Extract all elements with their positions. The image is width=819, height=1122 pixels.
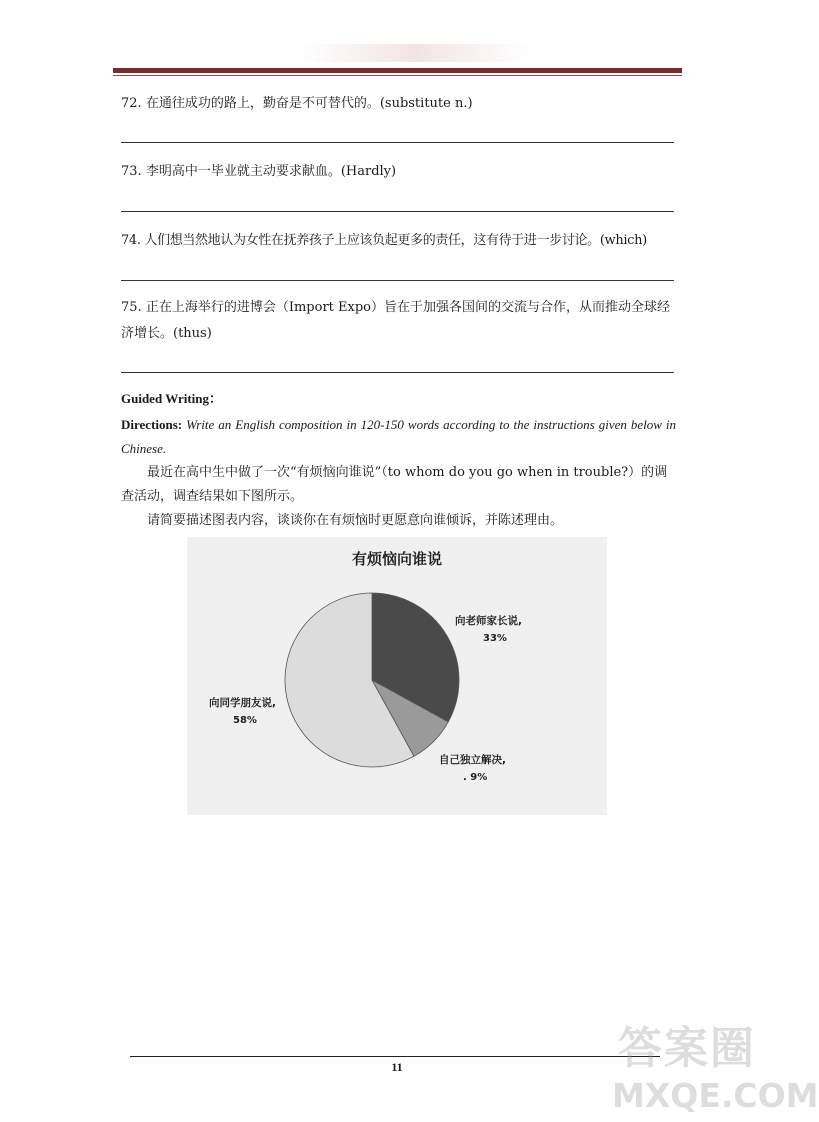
question-74 (121, 228, 677, 254)
question-number: 72. (121, 96, 142, 111)
answer-line-75[interactable] (121, 372, 674, 373)
question-number: 75. (121, 300, 142, 315)
instruction-paragraph-2: 请简要描述图表内容，谈谈你在有烦恼时更愿意向谁倾诉，并陈述理由。 (147, 513, 564, 528)
question-text: 在通往成功的路上，勤奋是不可替代的。(substitute n.) (145, 96, 473, 111)
answer-line-73[interactable] (121, 211, 674, 212)
question-text: 李明高中一毕业就主动要求献血。(Hardly) (145, 164, 397, 179)
question-73 (121, 159, 677, 185)
directions (121, 413, 676, 461)
guided-writing-title: Guided Writing： (121, 391, 223, 406)
footer-rule (130, 1056, 660, 1057)
header-rule-thin (113, 75, 682, 76)
header-rule (113, 68, 682, 73)
question-text: 人们想当然地认为女性在抚养孩子上应该负起更多的责任，这有待于进一步讨论。(which) (144, 233, 647, 248)
directions-text: Write an English composition in 120-150 words according to the instructions given below in Chinese. (121, 417, 676, 456)
slice-label-teachers-parents: 向老师家长说, (455, 615, 522, 627)
pie-slices (285, 593, 459, 767)
slice-value-classmates-friends: 58% (233, 715, 257, 726)
page-number: 11 (391, 1060, 403, 1074)
slice-value-teachers-parents: 33% (483, 633, 507, 644)
pie-chart-svg (187, 537, 607, 815)
answer-line-74[interactable] (121, 280, 674, 281)
question-72 (121, 91, 677, 117)
slice-label-classmates-friends: 向同学朋友说, (209, 697, 276, 709)
question-number: 73. (121, 164, 142, 179)
answer-line-72[interactable] (121, 142, 674, 143)
chart-title: 有烦恼向谁说 (351, 550, 443, 568)
header-decoration (300, 44, 530, 62)
watermark-logo (608, 1010, 819, 1122)
question-text: 正在上海举行的进博会（Import Expo）旨在于加强各国间的交流与合作，从而推动全球经济增长。(thus) (121, 300, 670, 341)
watermark-top-text: 答案圈 (618, 1023, 756, 1074)
survey-pie-chart (187, 537, 607, 815)
watermark-bottom-text: MXQE.COM (612, 1076, 819, 1115)
question-number: 74. (121, 233, 141, 248)
question-75 (121, 295, 677, 347)
slice-label-self: 自己独立解决, (439, 754, 506, 766)
slice-value-self: . 9% (463, 772, 488, 783)
instruction-paragraph-1: 最近在高中生中做了一次“有烦恼向谁说”（to whom do you go when in trouble?）的调查活动，调查结果如下图所示。 (121, 465, 668, 504)
directions-label: Directions: (121, 417, 183, 432)
